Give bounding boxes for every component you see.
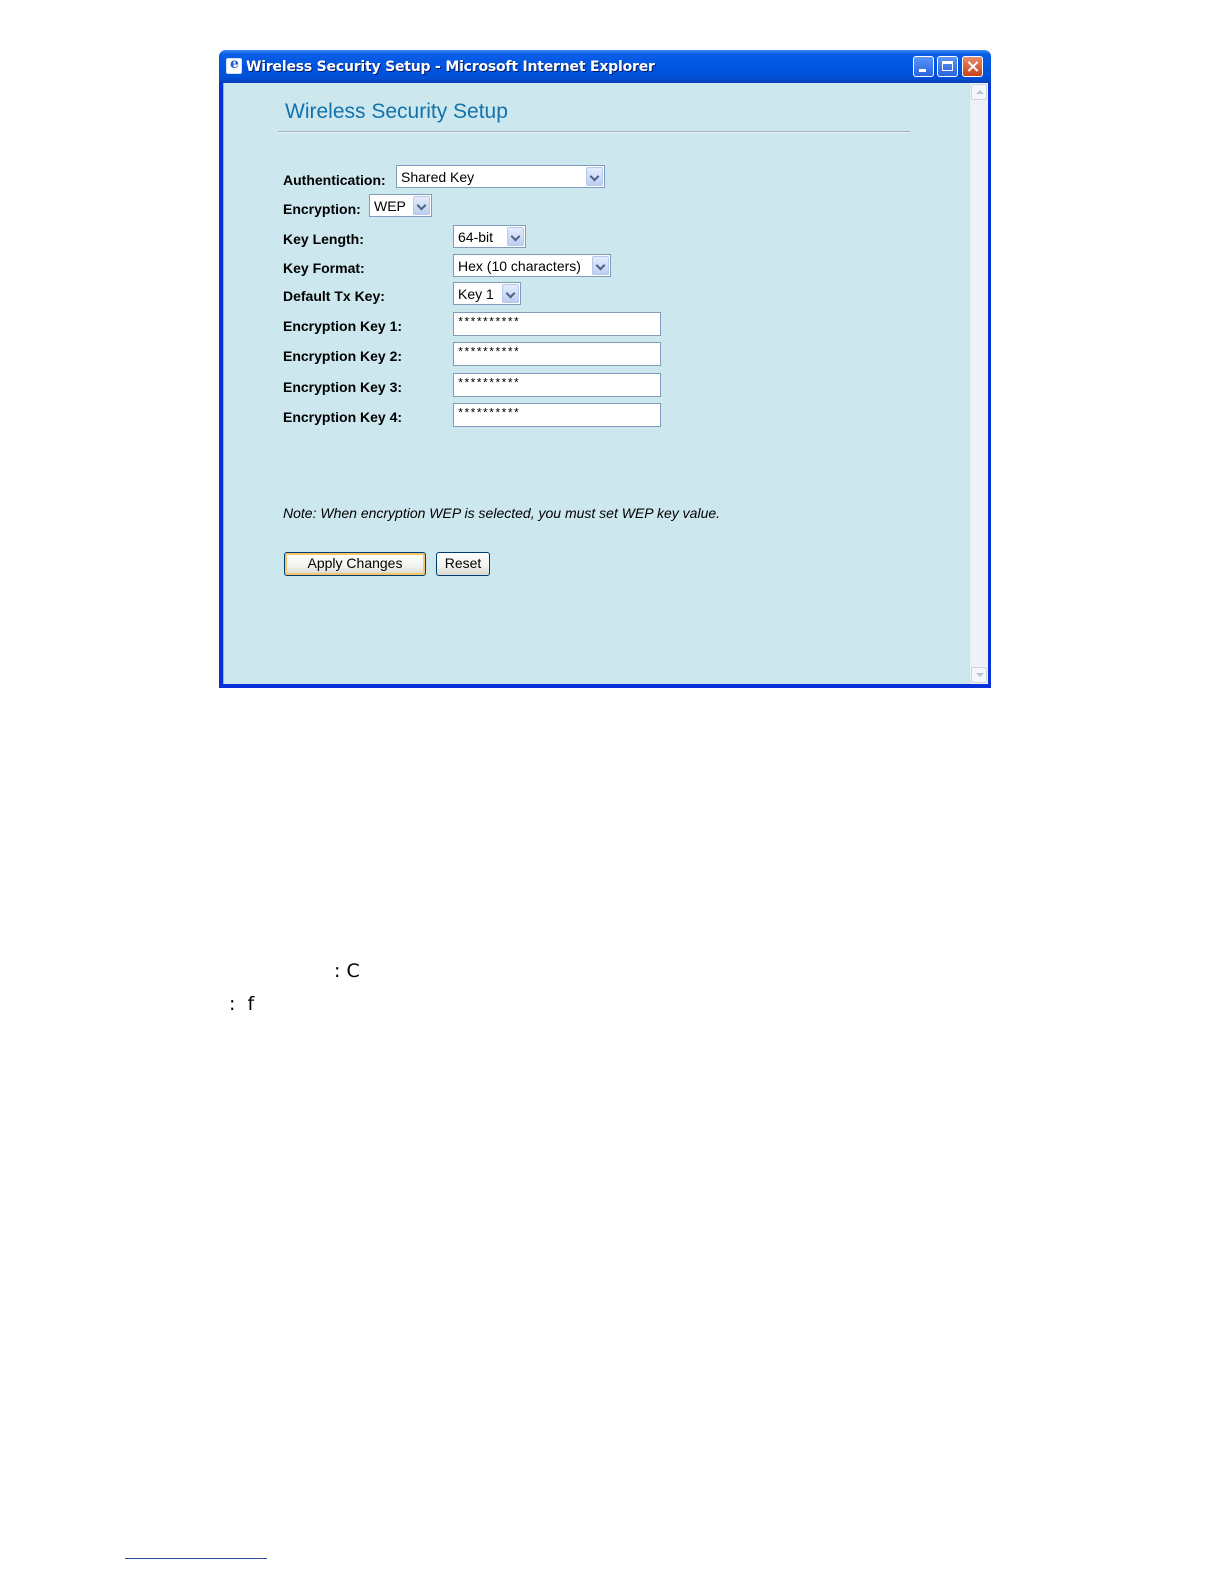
reset-button[interactable]: Reset	[436, 552, 490, 576]
scroll-down-icon[interactable]	[971, 667, 987, 683]
authentication-select[interactable]	[396, 165, 605, 188]
title-divider	[278, 131, 910, 133]
key-length-select[interactable]	[453, 225, 526, 248]
encryption-key-2-label: Encryption Key 2:	[283, 348, 403, 364]
maximize-icon[interactable]	[937, 56, 958, 77]
key-length-value: 64-bit	[458, 229, 494, 245]
encryption-key-3-label: Encryption Key 3:	[283, 379, 403, 395]
key-format-label: Key Format:	[283, 260, 365, 276]
title-bar[interactable]	[219, 50, 991, 83]
key-length-label: Key Length:	[283, 231, 364, 247]
encryption-key-1-label: Encryption Key 1:	[283, 318, 403, 334]
wep-note: Note: When encryption WEP is selected, you must set WEP key value.	[283, 505, 721, 521]
scroll-up-icon[interactable]	[971, 84, 987, 100]
encryption-key-2-input[interactable]: **********	[453, 342, 661, 366]
doc-fragment-1: : C	[334, 960, 360, 982]
encryption-select[interactable]	[369, 194, 432, 217]
ie-window	[219, 50, 991, 688]
default-tx-key-value: Key 1	[458, 286, 494, 302]
minimize-icon[interactable]	[913, 56, 934, 77]
chevron-down-icon[interactable]	[592, 256, 609, 275]
encryption-key-4-label: Encryption Key 4:	[283, 409, 403, 425]
apply-changes-button[interactable]: Apply Changes	[284, 552, 426, 576]
ie-page-icon	[226, 58, 242, 74]
browser-content	[223, 83, 988, 684]
encryption-key-1-input[interactable]: **********	[453, 312, 661, 336]
authentication-value: Shared Key	[401, 169, 475, 185]
encryption-key-3-input[interactable]: **********	[453, 373, 661, 397]
close-icon[interactable]	[962, 56, 983, 77]
encryption-key-4-input[interactable]: **********	[453, 403, 661, 427]
chevron-down-icon[interactable]	[413, 196, 430, 215]
footnote-divider	[125, 1558, 267, 1559]
default-tx-key-label: Default Tx Key:	[283, 288, 385, 304]
key-format-select[interactable]	[453, 254, 611, 277]
key-format-value: Hex (10 characters)	[458, 258, 581, 274]
window-title: Wireless Security Setup - Microsoft Internet Explorer	[246, 59, 655, 75]
doc-fragment-2: : f	[229, 993, 255, 1015]
vertical-scrollbar[interactable]	[969, 83, 988, 684]
encryption-label: Encryption:	[283, 201, 361, 217]
page-title: Wireless Security Setup	[285, 100, 508, 123]
authentication-label: Authentication:	[283, 172, 386, 188]
default-tx-key-select[interactable]	[453, 282, 521, 305]
encryption-value: WEP	[374, 198, 406, 214]
chevron-down-icon[interactable]	[507, 227, 524, 246]
chevron-down-icon[interactable]	[586, 167, 603, 186]
chevron-down-icon[interactable]	[502, 284, 519, 303]
